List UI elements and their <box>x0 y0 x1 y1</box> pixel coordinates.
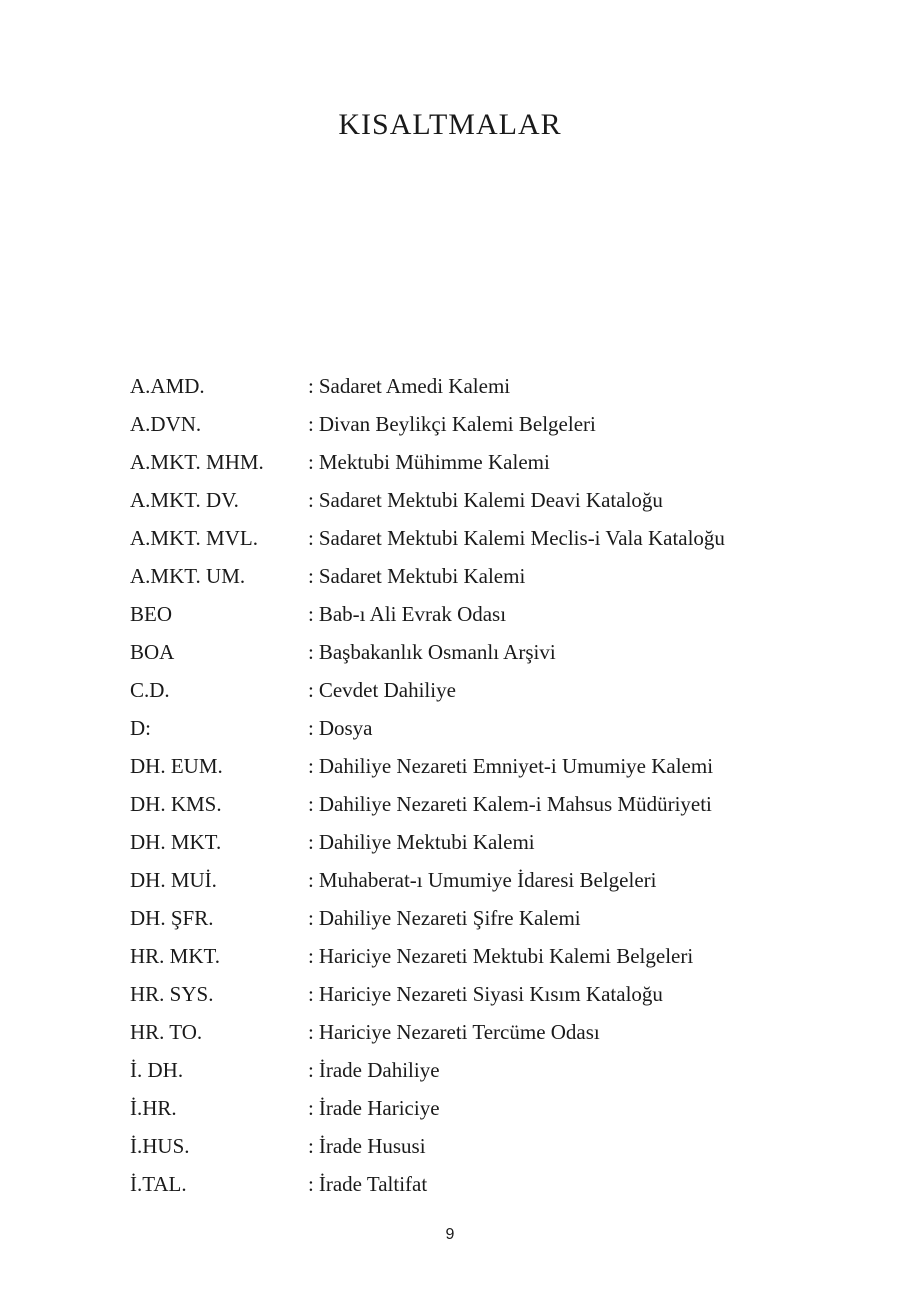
abbreviation-row <box>130 1165 810 1203</box>
abbreviation-separator: : <box>308 716 314 740</box>
abbreviation-separator: : <box>308 374 314 398</box>
abbreviation-separator: : <box>308 1172 314 1196</box>
abbreviation-separator: : <box>308 412 314 436</box>
abbreviation-row <box>130 405 810 443</box>
abbreviation-meaning: Dahiliye Nezareti Kalem-i Mahsus Müdüriyeti <box>318 792 712 816</box>
abbreviation-code: HR. SYS. <box>130 982 214 1006</box>
abbreviation-row <box>130 975 810 1013</box>
abbreviation-separator: : <box>308 982 314 1006</box>
abbreviation-code: A.AMD. <box>130 374 205 398</box>
abbreviation-row <box>130 1051 810 1089</box>
abbreviation-meaning: Dahiliye Nezareti Şifre Kalemi <box>318 906 581 930</box>
abbreviation-meaning: Cevdet Dahiliye <box>318 678 456 702</box>
abbreviation-meaning: Muhaberat-ı Umumiye İdaresi Belgeleri <box>318 868 657 892</box>
abbreviation-meaning: Sadaret Mektubi Kalemi Meclis-i Vala Kataloğu <box>318 526 725 550</box>
abbreviation-code: HR. TO. <box>130 1020 203 1044</box>
abbreviation-row <box>130 709 810 747</box>
abbreviation-meaning: Hariciye Nezareti Siyasi Kısım Kataloğu <box>318 982 663 1006</box>
abbreviation-code: DH. MUİ. <box>130 868 217 892</box>
abbreviation-separator: : <box>308 640 314 664</box>
abbreviation-code: DH. EUM. <box>130 754 223 778</box>
abbreviation-separator: : <box>308 602 314 626</box>
abbreviation-code: A.MKT. UM. <box>130 564 246 588</box>
abbreviation-separator: : <box>308 678 314 702</box>
abbreviation-separator: : <box>308 488 314 512</box>
abbreviation-separator: : <box>308 1096 314 1120</box>
abbreviation-row <box>130 899 810 937</box>
abbreviation-row <box>130 1089 810 1127</box>
abbreviation-separator: : <box>308 830 314 854</box>
abbreviation-row <box>130 367 810 405</box>
abbreviation-row <box>130 633 810 671</box>
abbreviation-row <box>130 861 810 899</box>
abbreviation-row <box>130 937 810 975</box>
abbreviation-meaning: İrade Hususi <box>318 1134 426 1158</box>
abbreviation-code: İ.HR. <box>130 1096 177 1120</box>
abbreviation-row <box>130 747 810 785</box>
abbreviation-row <box>130 595 810 633</box>
abbreviation-meaning: Sadaret Mektubi Kalemi Deavi Kataloğu <box>318 488 663 512</box>
abbreviation-code: A.MKT. DV. <box>130 488 239 512</box>
abbreviation-code: DH. KMS. <box>130 792 222 816</box>
abbreviation-meaning: Sadaret Mektubi Kalemi <box>318 564 526 588</box>
abbreviation-row <box>130 557 810 595</box>
abbreviation-meaning: Bab-ı Ali Evrak Odası <box>318 602 507 626</box>
abbreviation-row <box>130 443 810 481</box>
abbreviation-code: A.DVN. <box>130 412 202 436</box>
abbreviation-separator: : <box>308 868 314 892</box>
abbreviation-meaning: Sadaret Amedi Kalemi <box>318 374 511 398</box>
abbreviation-meaning: İrade Hariciye <box>318 1096 440 1120</box>
abbreviation-list <box>130 367 810 1203</box>
abbreviation-separator: : <box>308 450 314 474</box>
abbreviation-separator: : <box>308 792 314 816</box>
abbreviation-separator: : <box>308 526 314 550</box>
abbreviation-code: İ.HUS. <box>130 1134 190 1158</box>
abbreviation-meaning: Mektubi Mühimme Kalemi <box>318 450 550 474</box>
abbreviation-separator: : <box>308 944 314 968</box>
abbreviation-meaning: Hariciye Nezareti Tercüme Odası <box>318 1020 600 1044</box>
abbreviation-code: A.MKT. MVL. <box>130 526 258 550</box>
abbreviation-row <box>130 481 810 519</box>
page-title: KISALTMALAR <box>338 108 562 141</box>
abbreviation-meaning: Hariciye Nezareti Mektubi Kalemi Belgeleri <box>318 944 694 968</box>
abbreviation-code: BEO <box>130 602 172 626</box>
abbreviation-separator: : <box>308 564 314 588</box>
abbreviation-row <box>130 1013 810 1051</box>
abbreviation-code: A.MKT. MHM. <box>130 450 264 474</box>
abbreviation-meaning: Divan Beylikçi Kalemi Belgeleri <box>318 412 596 436</box>
abbreviation-separator: : <box>308 1134 314 1158</box>
abbreviation-code: DH. ŞFR. <box>130 906 214 930</box>
abbreviation-code: C.D. <box>130 678 170 702</box>
abbreviation-meaning: İrade Dahiliye <box>318 1058 440 1082</box>
abbreviation-separator: : <box>308 754 314 778</box>
abbreviation-meaning: Dahiliye Nezareti Emniyet-i Umumiye Kalemi <box>318 754 714 778</box>
abbreviation-code: HR. MKT. <box>130 944 221 968</box>
abbreviation-row <box>130 785 810 823</box>
abbreviation-row <box>130 1127 810 1165</box>
abbreviation-meaning: İrade Taltifat <box>318 1172 428 1196</box>
abbreviation-meaning: Başbakanlık Osmanlı Arşivi <box>318 640 556 664</box>
abbreviation-meaning: Dosya <box>318 716 373 740</box>
abbreviation-meaning: Dahiliye Mektubi Kalemi <box>318 830 535 854</box>
abbreviation-row <box>130 519 810 557</box>
abbreviation-separator: : <box>308 906 314 930</box>
abbreviation-row <box>130 823 810 861</box>
page-number: 9 <box>445 1226 455 1243</box>
abbreviation-code: DH. MKT. <box>130 830 222 854</box>
abbreviation-code: BOA <box>130 640 175 664</box>
abbreviation-code: İ. DH. <box>130 1058 184 1082</box>
abbreviation-row <box>130 671 810 709</box>
abbreviation-separator: : <box>308 1058 314 1082</box>
abbreviation-code: İ.TAL. <box>130 1172 187 1196</box>
abbreviation-separator: : <box>308 1020 314 1044</box>
abbreviation-code: D: <box>130 716 151 740</box>
